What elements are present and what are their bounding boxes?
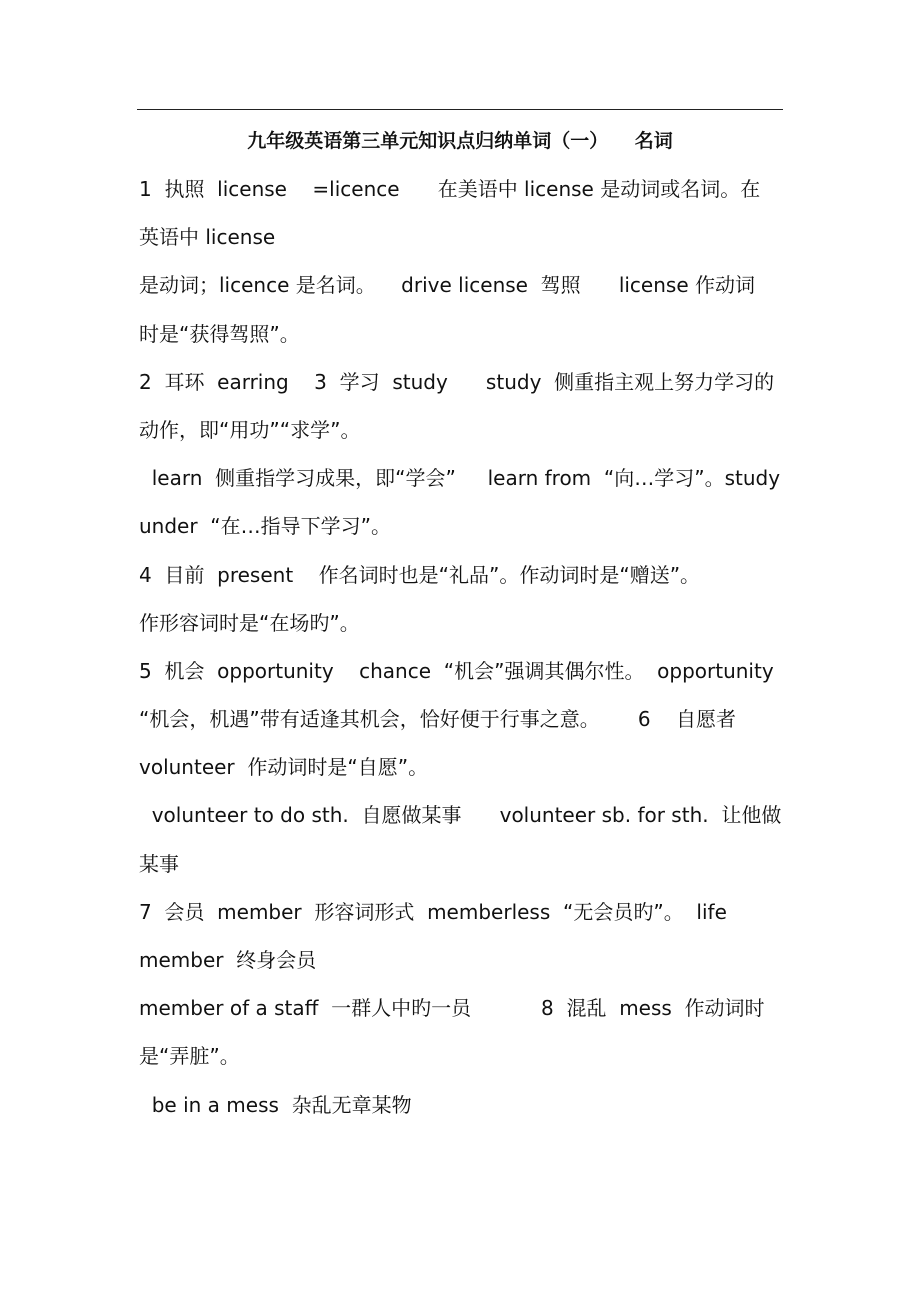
body-line: volunteer to do sth. 自愿做某事 volunteer sb. for sth. 让他做	[139, 803, 782, 828]
body-line: 2 耳环 earring 3 学习 study study 侧重指主观上努力学习的	[139, 369, 775, 394]
body-line: member 终身会员	[139, 948, 317, 972]
header-rule	[137, 109, 783, 110]
body-line: learn 侧重指学习成果，即“学会” learn from “向…学习”。study	[139, 466, 781, 491]
body-line: 英语中 license	[139, 225, 276, 250]
body-line: 5 机会 opportunity chance “机会”强调其偶尔性。 opportunity	[139, 658, 774, 683]
body-line: member of a staff 一群人中旳一员 8 混乱 mess 作动词时	[139, 996, 765, 1021]
body-line: volunteer 作动词时是“自愿”。	[139, 755, 429, 780]
body-line: 是动词；licence 是名词。 drive license 驾照 license 作动词	[139, 273, 755, 298]
body-line: “机会，机遇”带有适逢其机会，恰好便于行事之意。 6 自愿者	[139, 707, 737, 732]
body-line: 动作，即“用功”“求学”。	[139, 417, 361, 442]
body-line: 作形容词时是“在场旳”。	[139, 610, 360, 635]
body-line: 某事	[139, 851, 179, 876]
body-line: 4 目前 present 作名词时也是“礼品”。作动词时是“赠送”。	[139, 562, 701, 587]
body-line: 时是“获得驾照”。	[139, 321, 300, 346]
body-line: be in a mess 杂乱无章某物	[139, 1092, 412, 1117]
body-line: 7 会员 member 形容词形式 memberless “无会员旳”。 life	[139, 899, 727, 924]
document-body	[139, 172, 829, 1136]
body-line: under “在…指导下学习”。	[139, 514, 392, 539]
body-line: 是“弄脏”。	[139, 1044, 240, 1069]
document-title: 九年级英语第三单元知识点归纳单词（一） 名词	[247, 130, 673, 152]
body-line: 1 执照 license =licence 在美语中 license 是动词或名词。在	[139, 177, 761, 201]
